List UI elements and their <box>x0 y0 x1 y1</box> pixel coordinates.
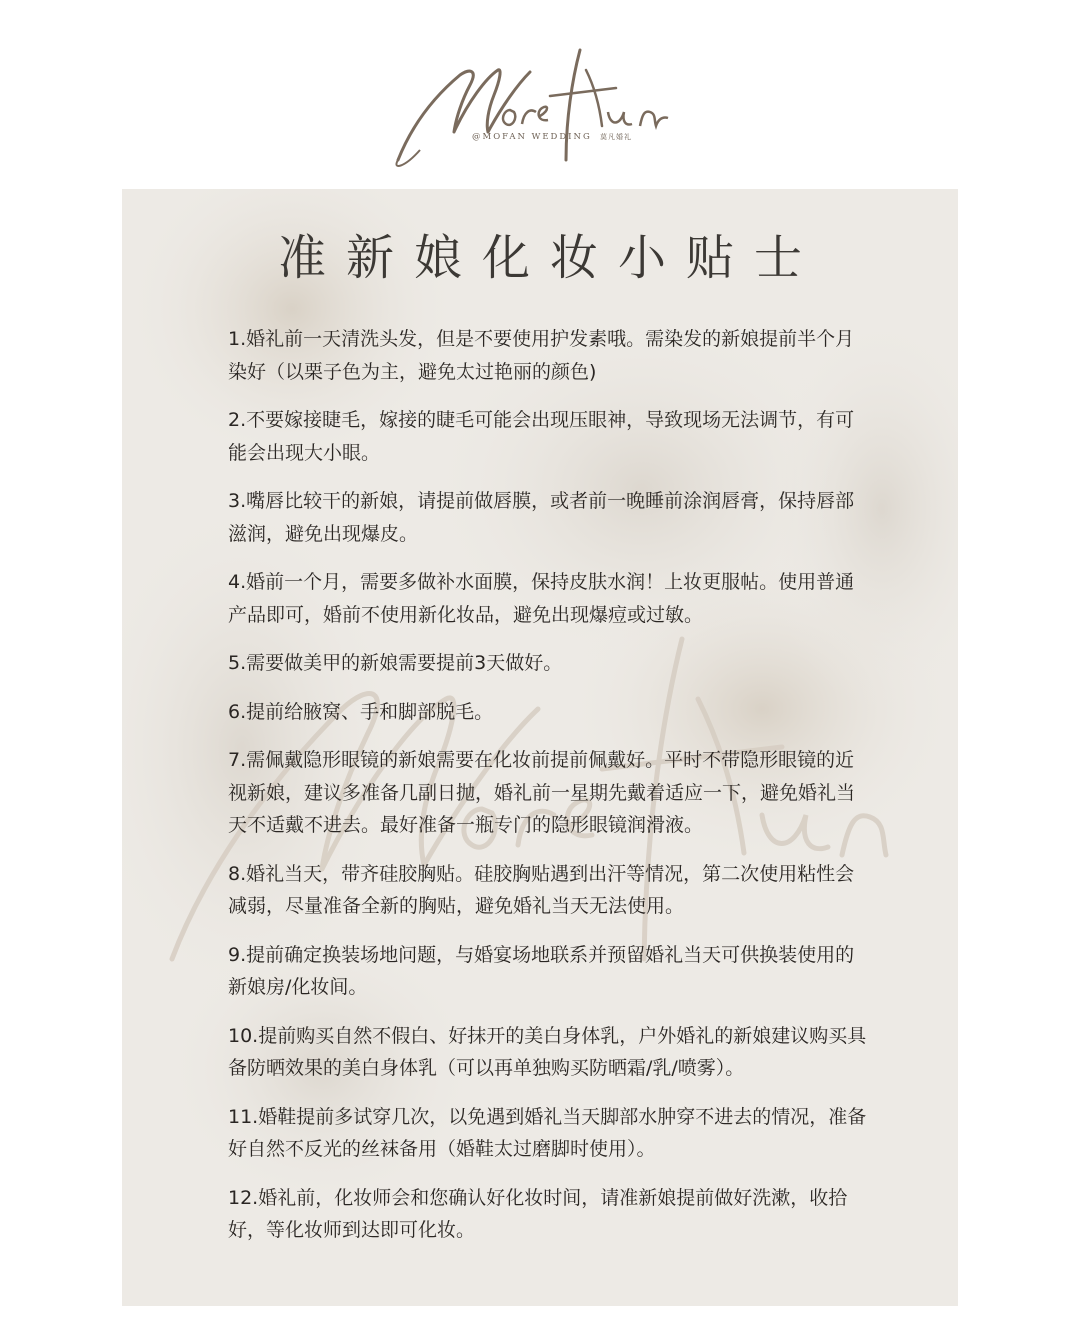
tip-item: 9.提前确定换装场地问题，与婚宴场地联系并预留婚礼当天可供换装使用的新娘房/化妆间。 <box>228 943 855 998</box>
brand-logo <box>390 40 690 175</box>
tips-card <box>122 189 958 1306</box>
brand-subline: @MOFAN WEDDING <box>472 132 592 142</box>
tip-item: 10.提前购买自然不假白、好抹开的美白身体乳，户外婚礼的新娘建议购买具备防晒效果的美白身体乳（可以再单独购买防晒霜/乳/喷雾）。 <box>228 1024 867 1079</box>
tip-item: 7.需佩戴隐形眼镜的新娘需要在化妆前提前佩戴好。平时不带隐形眼镜的近视新娘，建议多准备几副日抛，婚礼前一星期先戴着适应一下，避免婚礼当天不适戴不进去。最好准备一瓶专门的隐形眼镜润滑液。 <box>228 749 856 836</box>
tip-item: 5.需要做美甲的新娘需要提前3天做好。 <box>228 652 563 674</box>
page-title: 准新娘化妆小贴士 <box>277 230 822 286</box>
tip-item: 2.不要嫁接睫毛，嫁接的睫毛可能会出现压眼神，导致现场无法调节，有可能会出现大小眼。 <box>228 409 855 464</box>
tip-item: 8.婚礼当天，带齐硅胶胸贴。硅胶胸贴遇到出汗等情况，第二次使用粘性会减弱，尽量准备全新的胸贴，避免婚礼当天无法使用。 <box>228 862 855 917</box>
tip-item: 3.嘴唇比较干的新娘，请提前做唇膜，或者前一晚睡前涂润唇膏，保持唇部滋润，避免出现爆皮。 <box>228 490 855 545</box>
tip-item: 11.婚鞋提前多试穿几次，以免遇到婚礼当天脚部水肿穿不进去的情况，准备好自然不反光的丝袜备用（婚鞋太过磨脚时使用）。 <box>228 1105 867 1160</box>
tips-list <box>228 323 868 1263</box>
tip-item: 4.婚前一个月，需要多做补水面膜，保持皮肤水润！上妆更服帖。使用普通产品即可，婚前不使用新化妆品，避免出现爆痘或过敏。 <box>228 571 855 626</box>
tip-item: 1.婚礼前一天清洗头发，但是不要使用护发素哦。需染发的新娘提前半个月染好（以栗子色为主，避免太过艳丽的颜色) <box>228 328 855 383</box>
brand-script-logo <box>390 40 690 175</box>
tip-item: 6.提前给腋窝、手和脚部脱毛。 <box>228 700 494 723</box>
tip-item: 12.婚礼前，化妆师会和您确认好化妆时间，请准新娘提前做好洗漱，收拾好，等化妆师到达即可化妆。 <box>228 1186 848 1241</box>
brand-cn-mark: 莫凡婚礼 <box>600 133 632 141</box>
